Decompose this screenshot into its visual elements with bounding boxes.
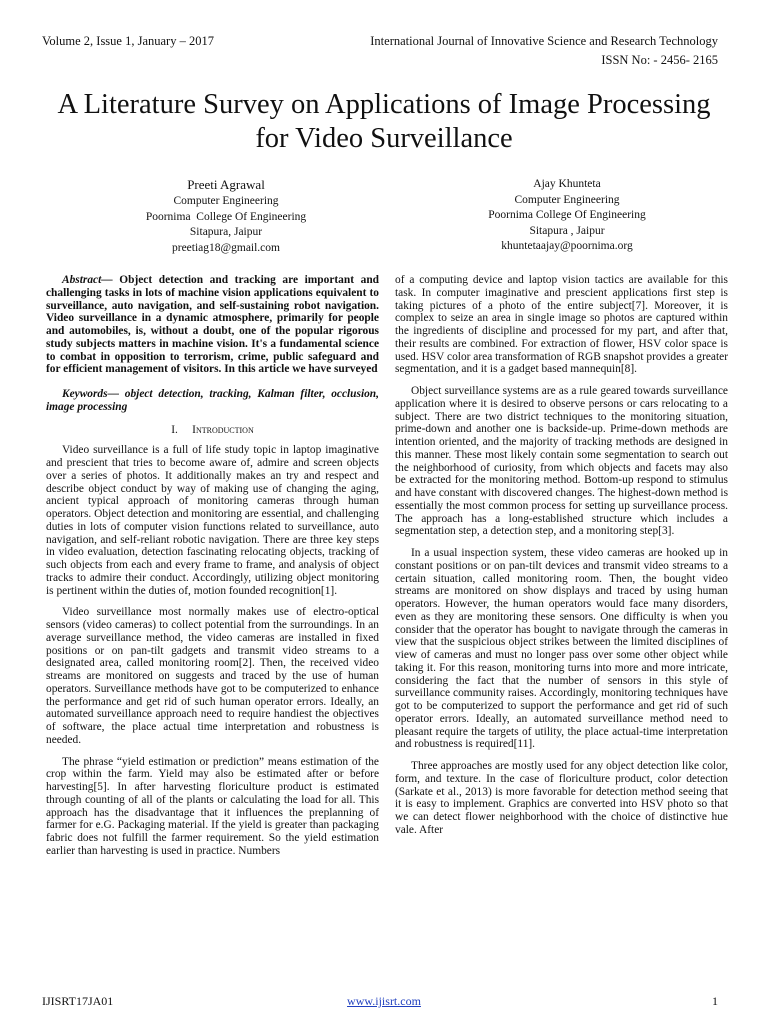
body-paragraph: Video surveillance most normally makes use of electro-optical sensors (video cameras) to collect potential from the surroundings. In an average surveillance method, the video cameras are installed in fixed positions or on pan-tilt gadgets and transmit video streams to a designated area, called monitoring room[2]. Then, the received video streams are monitored on suggests and traced by the use of human operators. Surveillance methods have got to be computerized to enhance the performance and get rid of such human operator errors. Ideally, an automated surveillance approach need to require handiest the objectives of software, the place actual time interpretation and robustness is needed.: [46, 606, 379, 746]
body-paragraph: Object surveillance systems are as a rule geared towards surveillance application where it is desired to observe persons or cars relocating to a subject. There are two district techniques to the monitoring situation, prime-down and another one is backside-up. Prime-down methods are intention oriented, and the majority of tracking methods are designed in this manner. These most likely contain some segmentation to search out the neighborhood of curiosity, from which objects and facets may also be extracted for the monitoring method. Bottom-up respond to stimulus and have constant with discovered changes. The highest-down method is essentially the most common process for setting up surveillance process. The approach has a long-established structure which includes a segmentation step, a detection step, and a monitoring step[3].: [395, 385, 728, 538]
right-column: [395, 274, 728, 846]
body-paragraph: Video surveillance is a full of life study topic in laptop imaginative and prescient that tries to become aware of, admire and screen objects over a series of photos. It additionally makes an try and respect and describe object conduct by way of making use of changing the aging, ancient typical approach of monitoring cameras through human operators. Object detection and monitoring are essential, and challenging duties in lots of computer vision functions related to surveillance, auto navigation, and self-reliant robotic navigation. There are three key steps in video evaluation, detection fascinating relocating objects, tracking of such objects from each and every frame to frame, and analysis of object tracks to admire their conduct. Accordingly, utilizing object monitoring is pertinent within the duties of, motion founded recognition[1].: [46, 444, 379, 597]
author-department: Computer Engineering: [514, 193, 620, 206]
author-institution: Poornima College Of Engineering: [145, 210, 307, 223]
abstract: [46, 274, 379, 376]
author-name: Ajay Khunteta: [533, 178, 601, 190]
author-location: Sitapura, Jaipur: [189, 226, 263, 238]
author-location: Sitapura , Jaipur: [529, 224, 605, 237]
keywords-text: object detection, tracking, Kalman filter, occlusion, image processing: [46, 388, 379, 413]
left-column: [46, 274, 379, 867]
paper-title: A Literature Survey on Applications of Image Processing for Video Surveillance: [57, 89, 711, 154]
footer-paper-id: IJISRT17JA01: [42, 994, 114, 1008]
keywords: [46, 388, 379, 414]
header-volume: Volume 2, Issue 1, January – 2017: [42, 34, 214, 48]
keywords-label: Keywords—: [62, 388, 119, 400]
author-department: Computer Engineering: [173, 195, 279, 207]
author-email[interactable]: preetiag18@gmail.com: [172, 241, 280, 254]
body-paragraph: Three approaches are mostly used for any object detection like color, form, and texture. In the case of floriculture product, color detection (Sarkate et al., 2013) is more favorable for detection method seeing that it is easy to implement. Graphics are converted into HSV photo so that we can detect flower neighborhood with the choice of distinctive hue vale. After: [395, 760, 728, 836]
footer-website: [0, 994, 768, 1008]
section-number: I.: [171, 423, 178, 436]
body-paragraph: of a computing device and laptop vision tactics are available for this task. In computer imaginative and prescient applications first step is taking pictures of a photo of the entire subject[7]. Moreover, it is complex to seize an area in single image so photos are captured within the ingredients of discipline and processed for my part, and after that, their results are combined. For extraction of flower, HSV color space is used. HSV color area transformation of RGB snapshot provides a greater segmentation, and it is a gadget based mannequin[8].: [395, 274, 728, 376]
author-email[interactable]: khuntetaajay@poornima.org: [501, 240, 633, 252]
author-block-2: [437, 177, 697, 255]
author-block-1: [96, 176, 356, 256]
footer-website-link[interactable]: www.ijisrt.com: [347, 994, 421, 1008]
header-journal-name: International Journal of Innovative Science and Research Technology: [370, 34, 718, 48]
author-name: Preeti Agrawal: [187, 177, 265, 192]
body-paragraph: The phrase “yield estimation or prediction” means estimation of the crop within the farm. Yield may also be estimated after or before harvesting[5]. In after harvesting floriculture product is estimated through counting of all of the plants or calculating the load for all. This approach has the disadvantage that it influences the preplanning of farmer for e.G. Packaging material. If the yield is greater than packaging fabric does not fulfill the farmer requirement. So the yield estimation earlier than harvesting is used in practice. Numbers: [46, 755, 379, 857]
section-title: Introduction: [192, 423, 254, 436]
abstract-label: Abstract—: [62, 274, 113, 286]
body-paragraph: In a usual inspection system, these video cameras are hooked up in constant positions or on pan-tilt devices and transmit video streams to a certain situation, called monitoring room. Then, the bought video streams are monitored on show displays and traced by using human operators. However, the human operators would face many disorders, even as they are monitoring these sensors. One difficulty is when you consider that the operator has bought to navigate through the cameras in view that the suspicious object strikes between the limited disciplines of view of cameras and must no longer pass over some other object while taking it. For this reason, monitoring turns into more and more intricate, considering the fact that the number of sensors in this style of surveillance community raises. Accordingly, monitoring techniques have got to be computerized to support the performance and get rid of such operator errors. Ideally, an automated surveillance method need to pleasant require the targets of utility, the place actual-time interpretation and robustness is required[11].: [395, 547, 728, 751]
section-heading: [46, 424, 379, 437]
author-institution: Poornima College Of Engineering: [488, 209, 646, 221]
footer-page-number: 1: [712, 994, 718, 1008]
header-issn: ISSN No: - 2456- 2165: [601, 53, 718, 67]
abstract-text: Object detection and tracking are important and challenging tasks in lots of machine vision applications equivalent to surveillance, auto navigation, and self-sustaining robot navigation. Video surveillance in a dynamic atmosphere, primarily for people and automobiles, is, without a doubt, one of the popular rigorous study subjects matters in machine vision. It's a fundamental science to combat in opposition to terrorism, crime, public safeguard and for efficient management of visitors. In this article we have surveyed: [46, 274, 379, 376]
